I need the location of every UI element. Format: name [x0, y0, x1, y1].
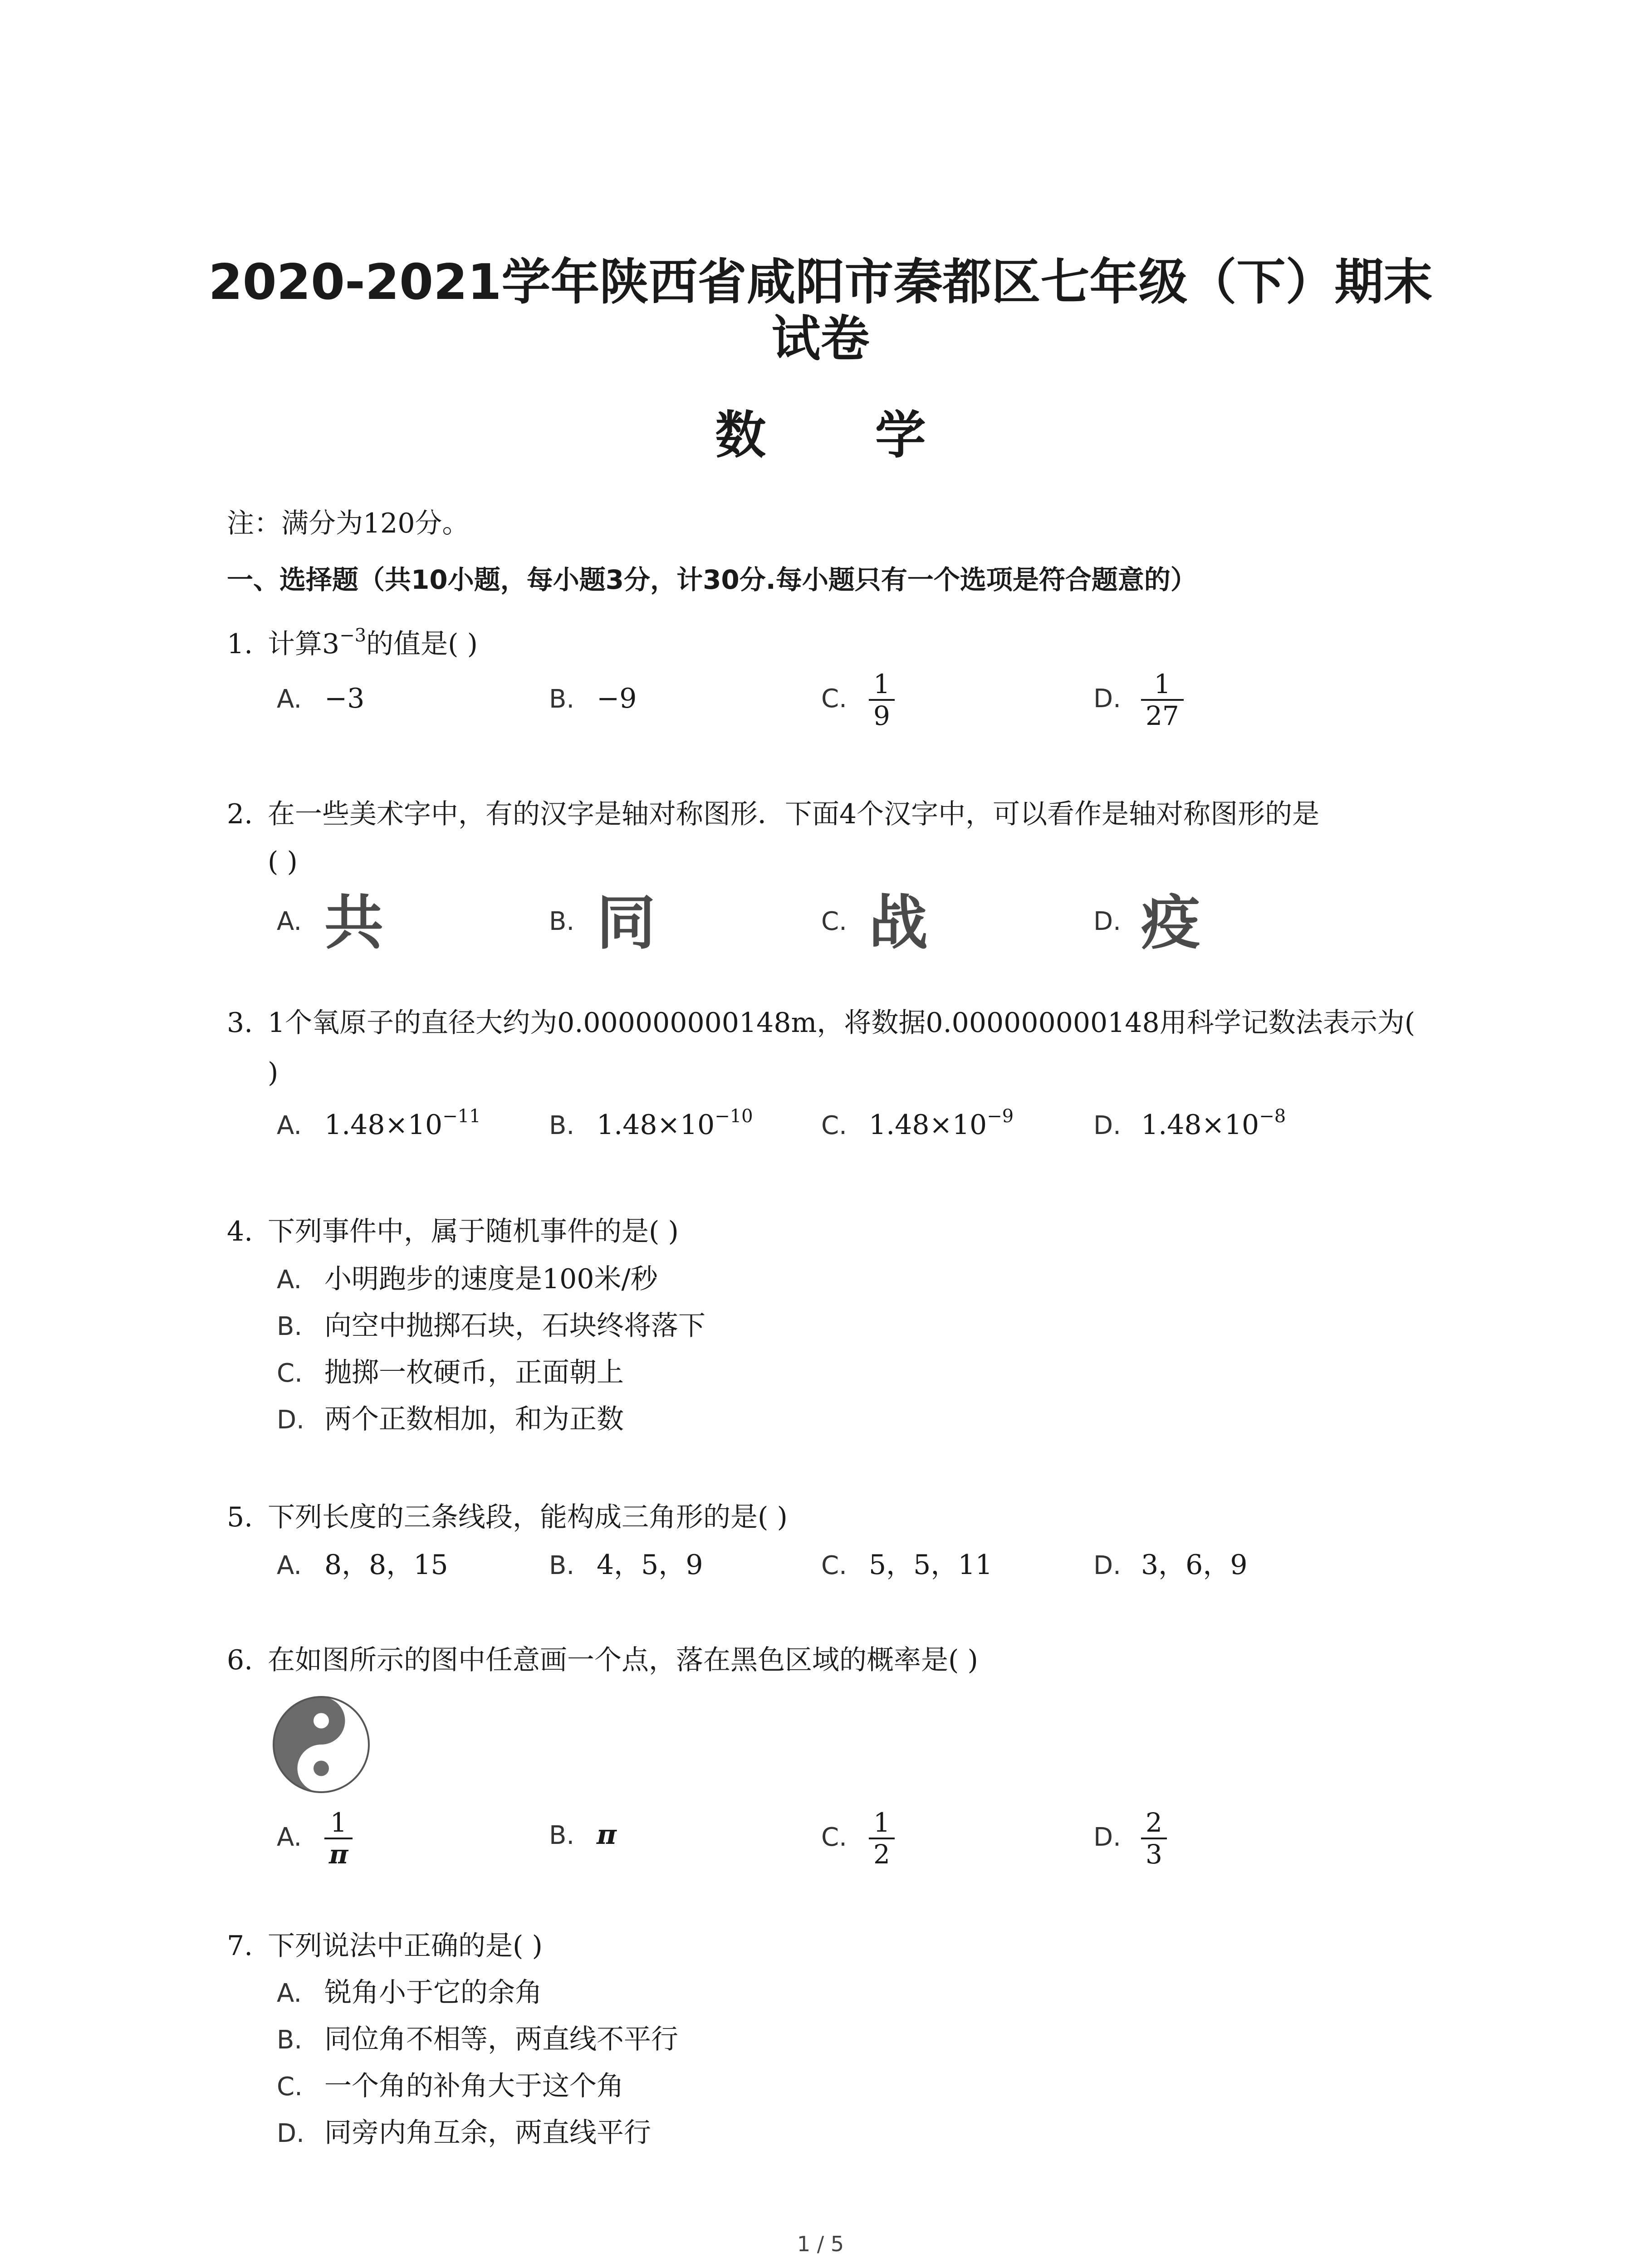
- question-stem: 下列事件中，属于随机事件的是( ): [268, 1216, 679, 1247]
- numerator: 1: [1154, 669, 1171, 699]
- question-stem: 下列长度的三条线段，能构成三角形的是( ): [268, 1501, 788, 1533]
- question-stem: 在一些美术字中，有的汉字是轴对称图形．下面4个汉字中，可以看作是轴对称图形的是: [268, 798, 1320, 830]
- option-text: 小明跑步的速度是100米/秒: [324, 1263, 658, 1295]
- question-stem-continued: ): [268, 1057, 279, 1089]
- denominator: 2: [869, 1838, 895, 1869]
- question-stem-tail: 的值是( ): [366, 628, 478, 660]
- option-d[interactable]: [1093, 1107, 1286, 1144]
- option-base: 1.48×10: [324, 1109, 443, 1141]
- option-a[interactable]: [277, 1107, 481, 1144]
- option-label: B.: [549, 1821, 575, 1850]
- numerator: 1: [873, 669, 890, 699]
- option-label: A.: [277, 1979, 302, 2008]
- option-c[interactable]: [821, 669, 895, 731]
- option-base: 1.48×10: [1141, 1109, 1259, 1141]
- denominator: 3: [1141, 1838, 1167, 1869]
- question-3: [227, 1005, 1415, 1041]
- option-text: 一个角的补角大于这个角: [324, 2070, 624, 2102]
- option-text: −3: [324, 683, 365, 714]
- exponent: −10: [715, 1106, 753, 1127]
- question-2: [227, 796, 1319, 832]
- option-d[interactable]: [1093, 669, 1184, 731]
- numerator: 1: [873, 1807, 890, 1838]
- denominator: 9: [869, 699, 895, 731]
- option-d[interactable]: [1093, 1808, 1167, 1869]
- option-b[interactable]: [549, 1817, 617, 1854]
- option-a[interactable]: [277, 888, 384, 958]
- option-b[interactable]: [549, 680, 637, 718]
- question-number: 3.: [227, 1007, 253, 1039]
- option-label: C.: [821, 1551, 847, 1580]
- option-text: 锐角小于它的余角: [324, 1977, 542, 2009]
- option-character: 战: [869, 888, 928, 958]
- option-b[interactable]: [549, 888, 656, 958]
- option-c[interactable]: [277, 1354, 624, 1392]
- option-base: 1.48×10: [597, 1109, 715, 1141]
- option-character: 疫: [1141, 888, 1200, 958]
- option-text: 同位角不相等，两直线不平行: [324, 2024, 678, 2055]
- question-6: [227, 1642, 978, 1678]
- option-c[interactable]: [821, 1808, 895, 1869]
- option-a[interactable]: [277, 1547, 448, 1584]
- option-a[interactable]: [277, 1261, 658, 1298]
- page-number: 1 / 5: [797, 2232, 844, 2256]
- option-c[interactable]: [821, 1107, 1014, 1144]
- option-label: C.: [821, 1822, 847, 1852]
- denominator: 27: [1141, 699, 1184, 731]
- question-number: 5.: [227, 1501, 253, 1533]
- fraction: [869, 669, 895, 731]
- option-label: C.: [277, 1359, 303, 1388]
- option-label: C.: [821, 1111, 847, 1140]
- option-label: B.: [277, 1312, 303, 1341]
- option-label: B.: [549, 907, 575, 936]
- option-label: A.: [277, 684, 302, 714]
- option-label: C.: [821, 684, 847, 714]
- option-text: 向空中抛掷石块，石块终将落下: [324, 1310, 705, 1342]
- option-character: 共: [324, 888, 384, 958]
- option-b[interactable]: [549, 1547, 703, 1584]
- option-label: D.: [1093, 684, 1121, 714]
- option-label: D.: [1093, 907, 1121, 936]
- question-number: 6.: [227, 1644, 253, 1676]
- option-text: 5，5，11: [869, 1549, 993, 1581]
- option-text: 3，6，9: [1141, 1549, 1248, 1581]
- option-a[interactable]: [277, 1808, 353, 1869]
- exam-title-line-1: 2020-2021学年陕西省咸阳市秦都区七年级（下）期末: [208, 254, 1433, 311]
- question-5: [227, 1499, 788, 1535]
- option-c[interactable]: [821, 1547, 993, 1584]
- option-d[interactable]: [277, 1401, 624, 1438]
- question-4: [227, 1213, 679, 1250]
- question-stem-continued: ( ): [268, 846, 298, 878]
- option-label: A.: [277, 1111, 302, 1140]
- option-label: B.: [549, 1111, 575, 1140]
- option-label: B.: [277, 2025, 303, 2055]
- option-label: C.: [821, 907, 847, 936]
- option-label: D.: [1093, 1111, 1121, 1140]
- question-stem: 计算3: [268, 628, 340, 660]
- yin-yang-figure: [271, 1695, 371, 1794]
- option-a[interactable]: [277, 1975, 542, 2012]
- option-label: D.: [277, 1405, 304, 1435]
- exponent: −8: [1259, 1106, 1286, 1127]
- option-d[interactable]: [277, 2115, 651, 2152]
- fraction: [1141, 1808, 1167, 1869]
- score-note: 注：满分为120分。: [227, 508, 470, 539]
- option-label: A.: [277, 1551, 302, 1580]
- question-7: [227, 1928, 543, 1964]
- exponent: −9: [987, 1106, 1014, 1127]
- numerator: 2: [1146, 1807, 1162, 1838]
- denominator: π: [324, 1838, 353, 1869]
- option-label: D.: [1093, 1822, 1121, 1852]
- fraction: [324, 1808, 353, 1869]
- option-text: 抛掷一枚硬币，正面朝上: [324, 1357, 624, 1388]
- option-text: π: [597, 1819, 617, 1851]
- question-stem: 在如图所示的图中任意画一个点，落在黑色区域的概率是( ): [268, 1644, 978, 1676]
- numerator: 1: [330, 1807, 347, 1838]
- question-stem: 下列说法中正确的是( ): [268, 1930, 543, 1962]
- question-number: 2.: [227, 798, 253, 830]
- option-text: 4，5，9: [597, 1549, 703, 1581]
- option-b[interactable]: [277, 2021, 678, 2058]
- option-d[interactable]: [1093, 1547, 1248, 1584]
- exam-title-line-2: 试卷: [771, 311, 870, 367]
- fraction: [869, 1808, 895, 1869]
- question-number: 7.: [227, 1930, 253, 1962]
- option-b[interactable]: [277, 1308, 705, 1345]
- option-base: 1.48×10: [869, 1109, 987, 1141]
- question-stem: 1个氧原子的直径大约为0.000000000148m，将数据0.000000000148用科学记数法表示为(: [268, 1007, 1416, 1039]
- question-1: [227, 626, 478, 662]
- option-b[interactable]: [549, 1107, 753, 1144]
- option-text: −9: [597, 683, 637, 714]
- option-c[interactable]: [277, 2068, 624, 2105]
- option-d[interactable]: [1093, 888, 1200, 958]
- option-label: A.: [277, 1822, 302, 1852]
- option-label: A.: [277, 1265, 302, 1295]
- subject-heading: 数 学: [715, 406, 972, 465]
- option-label: C.: [277, 2072, 303, 2102]
- question-number: 4.: [227, 1216, 253, 1247]
- option-c[interactable]: [821, 888, 928, 958]
- option-label: D.: [277, 2119, 304, 2148]
- question-number: 1.: [227, 628, 253, 660]
- option-character: 同: [597, 888, 656, 958]
- option-a[interactable]: [277, 680, 364, 718]
- option-label: B.: [549, 684, 575, 714]
- option-label: B.: [549, 1551, 575, 1580]
- exponent: −3: [339, 625, 367, 646]
- section-heading: 一、选择题（共10小题，每小题3分，计30分.每小题只有一个选项是符合题意的）: [227, 564, 1197, 595]
- option-text: 两个正数相加，和为正数: [324, 1403, 624, 1435]
- option-text: 8，8，15: [324, 1549, 448, 1581]
- option-label: A.: [277, 907, 302, 936]
- option-text: 同旁内角互余，两直线平行: [324, 2117, 651, 2149]
- fraction: [1141, 669, 1184, 731]
- exponent: −11: [442, 1106, 481, 1127]
- option-label: D.: [1093, 1551, 1121, 1580]
